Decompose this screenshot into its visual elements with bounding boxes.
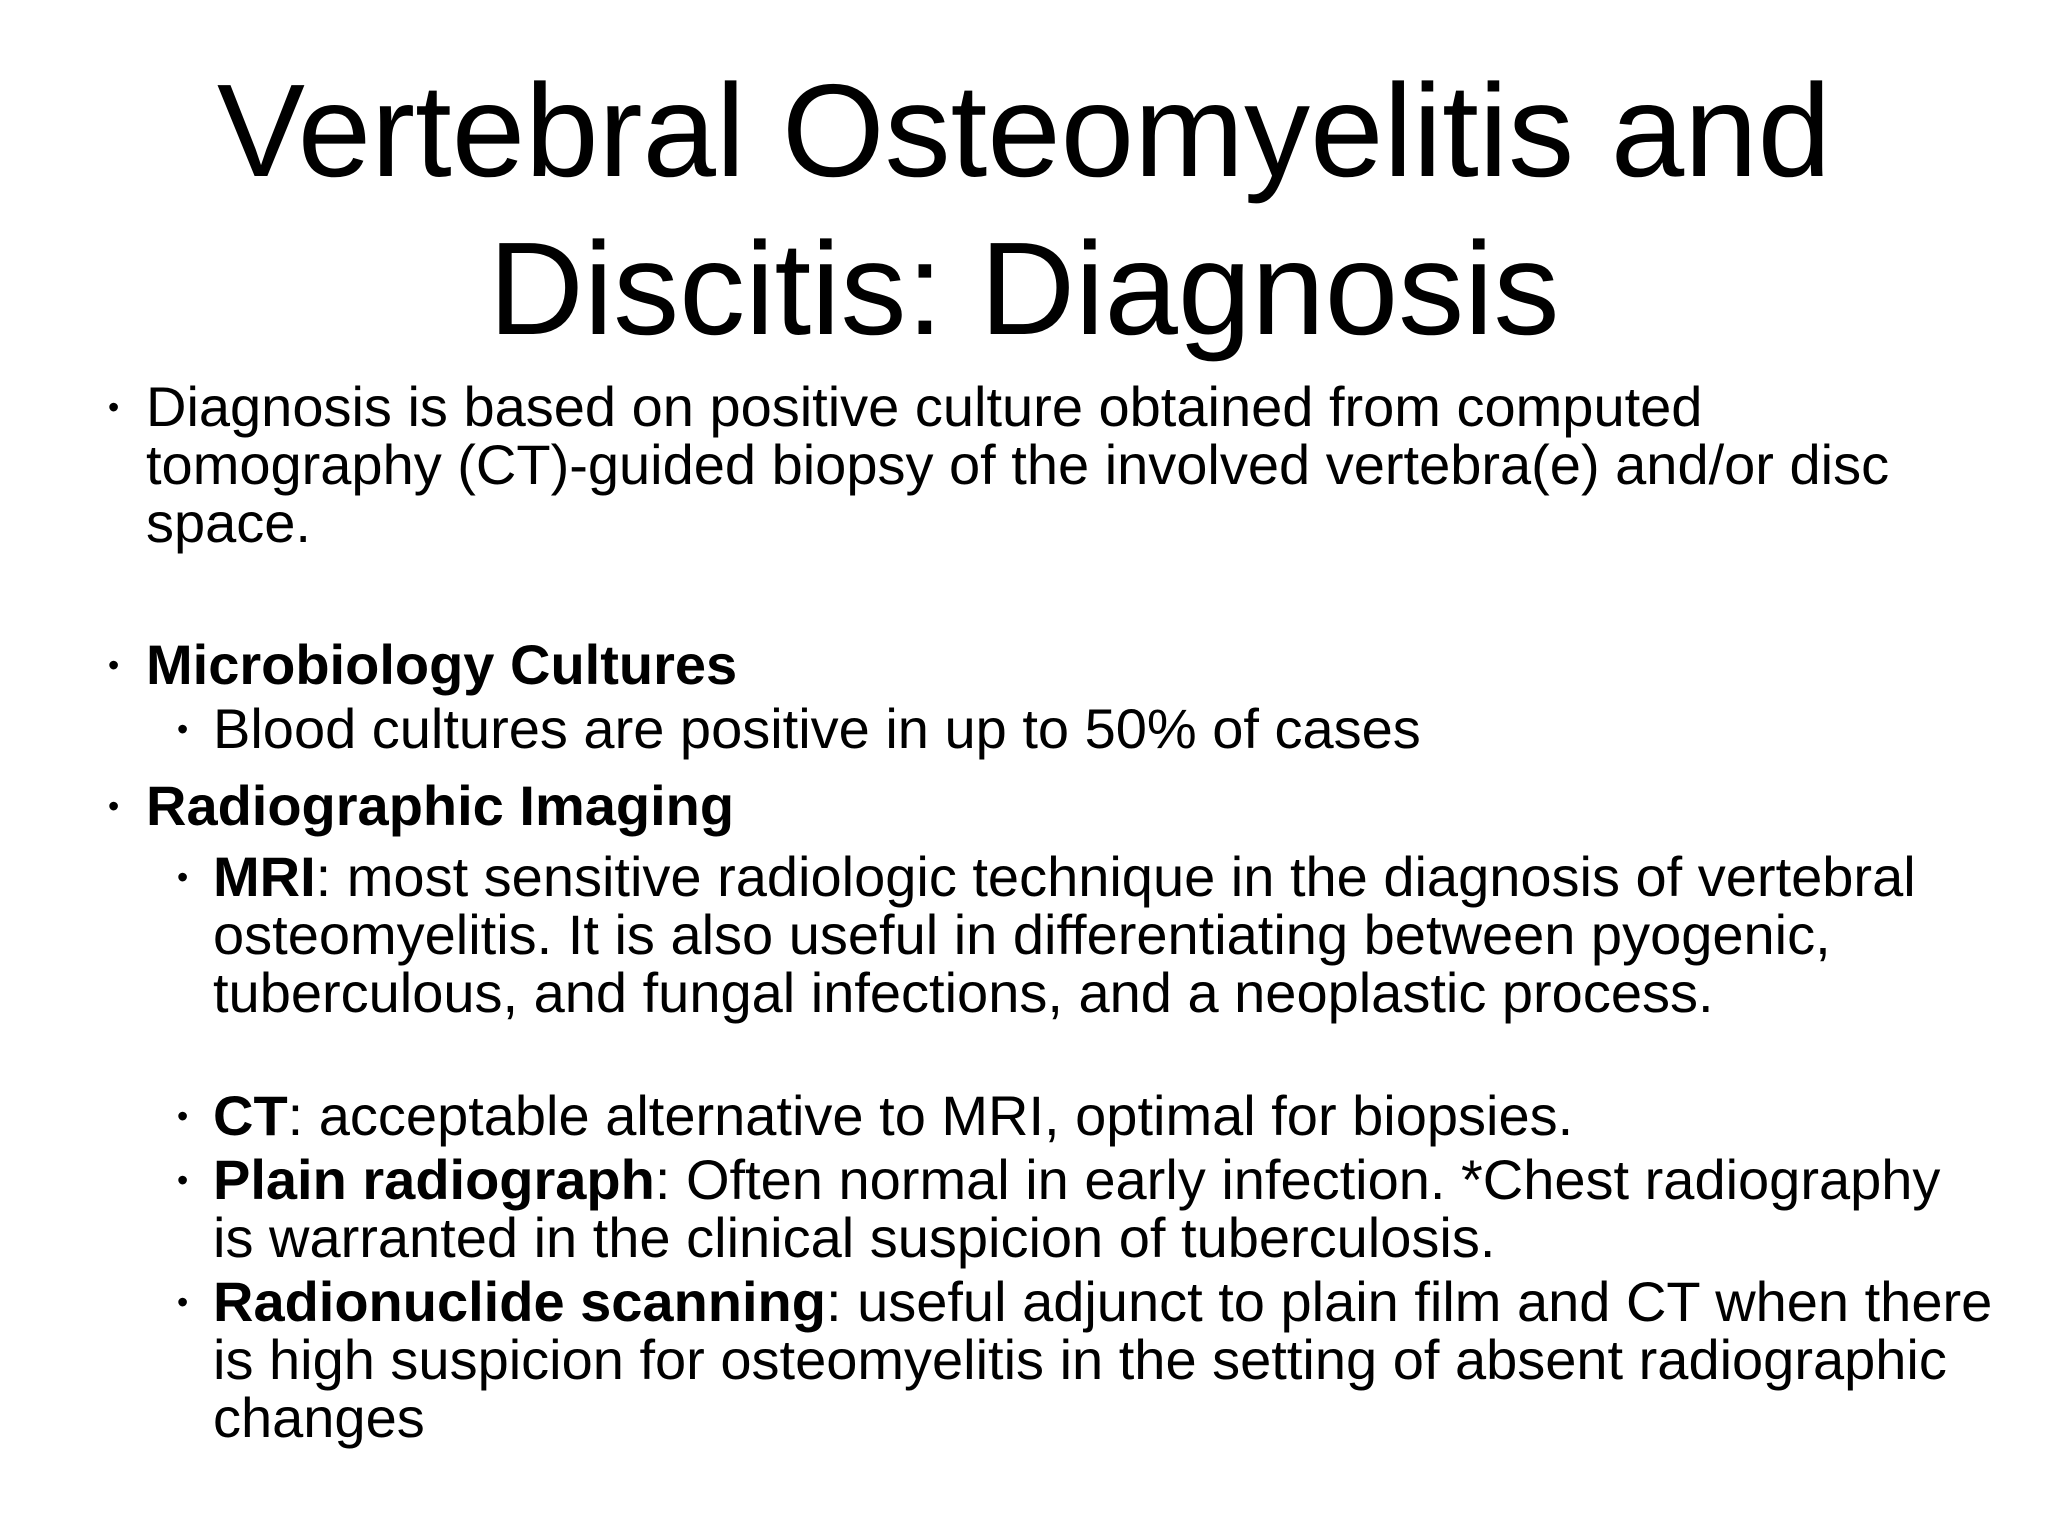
- bullet-plain-radiograph: [177, 1148, 1993, 1269]
- microbiology-heading: Microbiology Cultures: [146, 633, 738, 696]
- bullet-marker: •: [177, 1162, 189, 1198]
- bullet-radionuclide: [177, 1270, 1993, 1449]
- title-line-2: Discitis: Diagnosis: [488, 215, 1560, 362]
- radionuclide-term: Radionuclide scanning: [213, 1270, 826, 1333]
- diagnosis-text: Diagnosis is based on positive culture obtained from computed tomography (CT)-guided biopsy of the involved vertebra(e) and/or disc space.: [146, 375, 1890, 554]
- bullet-marker: •: [108, 647, 120, 683]
- ct-text: : acceptable alternative to MRI, optimal for biopsies.: [287, 1084, 1574, 1147]
- blood-cultures-text: Blood cultures are positive in up to 50% of cases: [213, 697, 1421, 760]
- title-line-1: Vertebral Osteomyelitis and: [216, 57, 1832, 204]
- slide-title: [0, 52, 2048, 368]
- bullet-marker: •: [177, 1284, 189, 1320]
- bullet-diagnosis: [108, 375, 1946, 554]
- plain-radiograph-term: Plain radiograph: [213, 1148, 655, 1211]
- bullet-imaging: [108, 774, 1946, 837]
- imaging-heading: Radiographic Imaging: [146, 774, 735, 837]
- bullet-marker: •: [108, 389, 120, 425]
- bullet-blood-cultures: [177, 697, 1993, 760]
- mri-term: MRI: [213, 845, 316, 908]
- ct-term: CT: [213, 1084, 288, 1147]
- bullet-marker: •: [177, 859, 189, 895]
- bullet-microbiology: [108, 633, 1946, 696]
- mri-text: : most sensitive radiologic technique in the diagnosis of vertebral osteomyelitis. It is also useful in differentiating between pyogenic, tuberculous, and fungal infections, and a neoplastic process.: [213, 845, 1916, 1024]
- bullet-mri: [177, 845, 1993, 1024]
- radionuclide-text: : useful adjunct to plain film and CT when there is high suspicion for osteomyelitis in the setting of absent radiographic changes: [213, 1270, 1993, 1449]
- bullet-marker: •: [177, 1098, 189, 1134]
- bullet-ct: [177, 1084, 1993, 1147]
- bullet-marker: •: [108, 788, 120, 824]
- bullet-marker: •: [177, 711, 189, 747]
- plain-radiograph-text: : Often normal in early infection. *Chest radiography is warranted in the clinical suspicion of tuberculosis.: [213, 1148, 1941, 1269]
